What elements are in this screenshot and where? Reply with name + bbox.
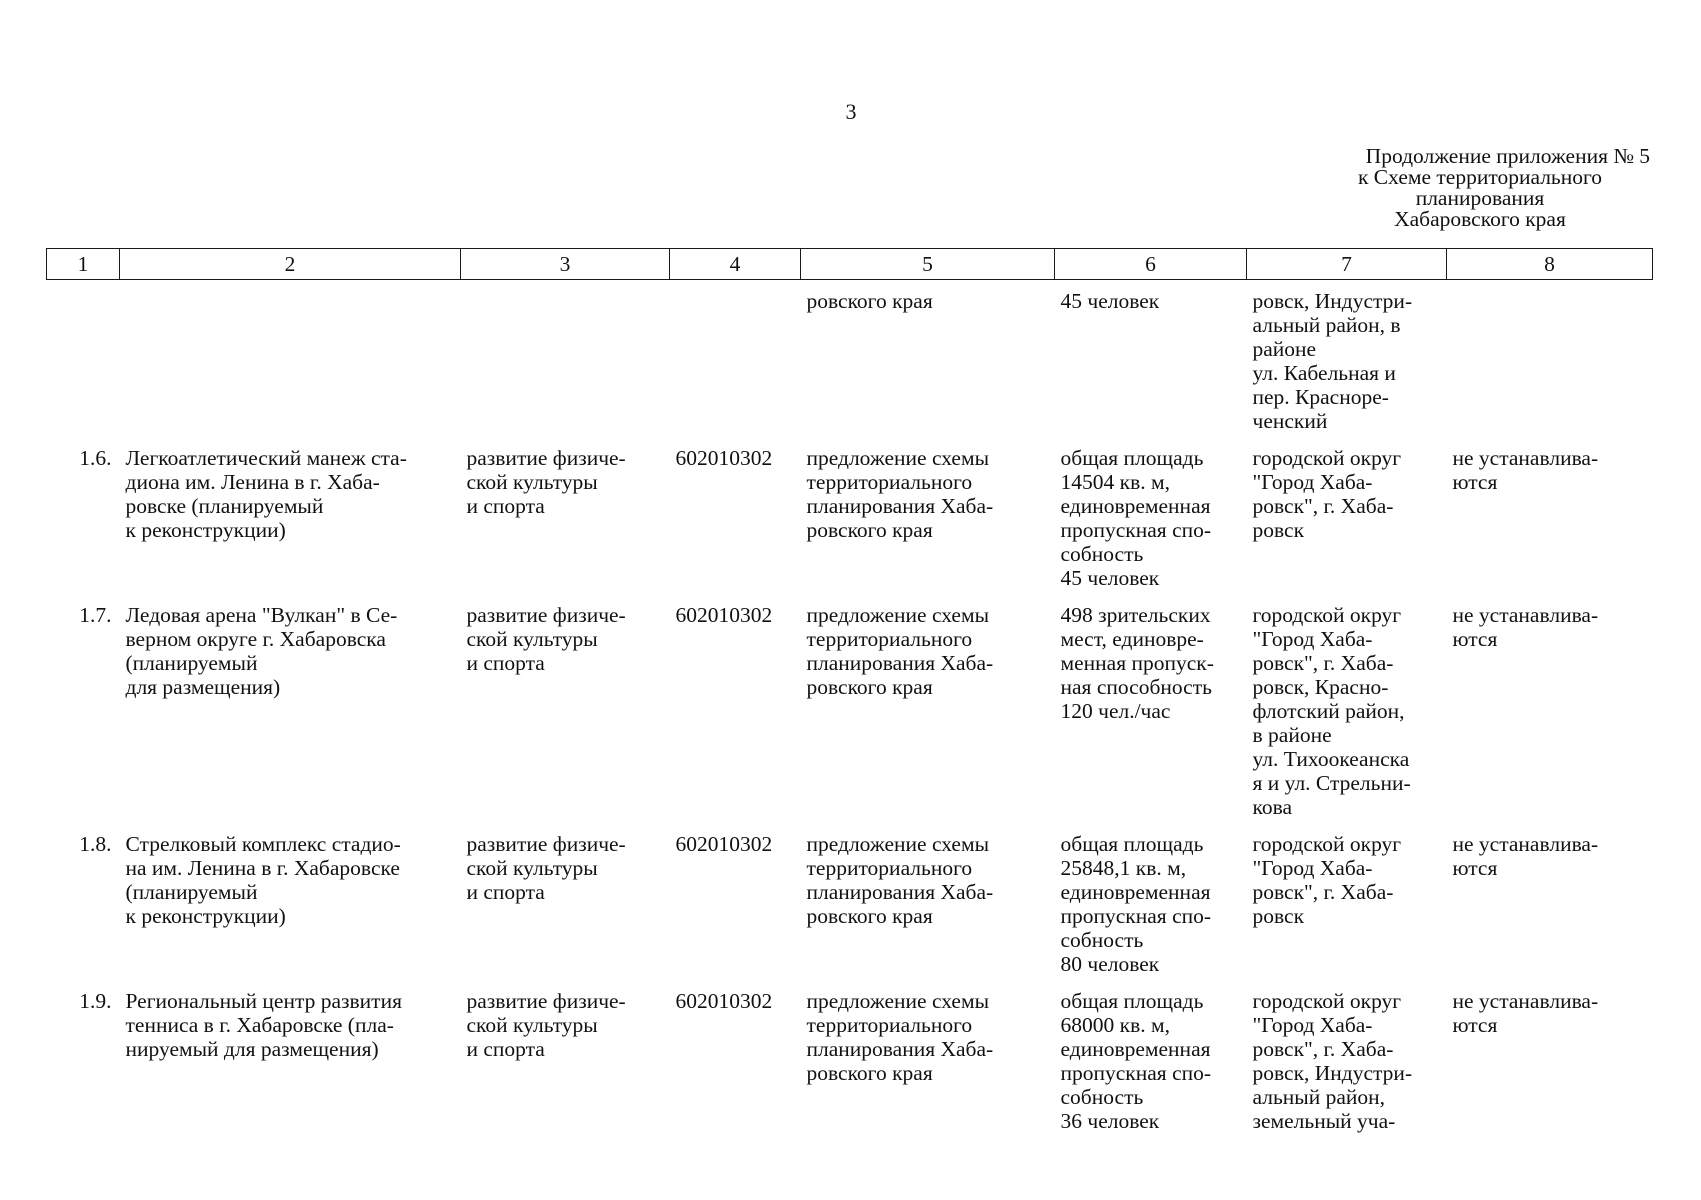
appendix-line-3: планирования bbox=[1415, 186, 1545, 210]
appendix-line-2: к Схеме территориального bbox=[1357, 165, 1603, 189]
row-number: 1.8. bbox=[79, 832, 112, 856]
object-location: городской округ "Город Хаба- ровск", г. Хаба- ровск bbox=[1252, 446, 1402, 542]
column-header-5: 5 bbox=[801, 249, 1055, 280]
row-number: 1.7. bbox=[79, 603, 112, 627]
continuation-location: ровск, Индустри- альный район, в районе ул. Кабельная и пер. Красноре- ченский bbox=[1252, 289, 1413, 433]
continuation-cell-2 bbox=[120, 280, 461, 440]
object-characteristics: общая площадь 14504 кв. м, единовременная пропускная спо- собность 45 человек bbox=[1060, 446, 1212, 590]
table-row bbox=[47, 439, 1653, 596]
continuation-cell-8 bbox=[1447, 280, 1653, 440]
appendix-heading bbox=[1310, 146, 1650, 230]
continuation-cell-1 bbox=[47, 280, 120, 440]
object-purpose: развитие физиче- ской культуры и спорта bbox=[466, 832, 626, 904]
object-name: Региональный центр развития тенниса в г. Хабаровске (пла- нируемый для размещения) bbox=[125, 989, 402, 1061]
object-purpose: развитие физиче- ской культуры и спорта bbox=[466, 446, 626, 518]
object-name: Ледовая арена "Вулкан" в Се- верном округе г. Хабаровска (планируемый для размещения) bbox=[125, 603, 398, 699]
page-number: 3 bbox=[845, 99, 857, 124]
object-zones: не устанавлива- ются bbox=[1452, 989, 1599, 1037]
object-zones: не устанавлива- ются bbox=[1452, 832, 1599, 880]
table-row bbox=[47, 982, 1653, 1139]
object-code: 602010302 bbox=[675, 603, 773, 627]
object-characteristics: общая площадь 68000 кв. м, единовременная пропускная спо- собность 36 человек bbox=[1060, 989, 1212, 1133]
object-characteristics: 498 зрительских мест, единовре- менная пропуск- ная способность 120 чел./час bbox=[1060, 603, 1214, 723]
object-basis: предложение схемы территориального планирования Хаба- ровского края bbox=[806, 832, 994, 928]
appendix-line-4: Хабаровского края bbox=[1394, 207, 1566, 231]
object-name: Легкоатлетический манеж ста- диона им. Ленина в г. Хаба- ровске (планируемый к реконструкции) bbox=[125, 446, 407, 542]
object-name: Стрелковый комплекс стадио- на им. Ленина в г. Хабаровске (планируемый к реконструкции) bbox=[125, 832, 401, 928]
column-header-3: 3 bbox=[461, 249, 670, 280]
object-code: 602010302 bbox=[675, 989, 773, 1013]
continuation-cell-4 bbox=[670, 280, 801, 440]
object-location: городской округ "Город Хаба- ровск", г. Хаба- ровск, Красно- флотский район, в районе ул. Тихоокеанска я и ул. Стрельни- кова bbox=[1252, 603, 1411, 819]
object-basis: предложение схемы территориального планирования Хаба- ровского края bbox=[806, 446, 994, 542]
appendix-line-1: Продолжение приложения № 5 bbox=[1365, 144, 1650, 168]
object-basis: предложение схемы территориального планирования Хаба- ровского края bbox=[806, 989, 994, 1085]
row-number: 1.6. bbox=[79, 446, 112, 470]
column-header-4: 4 bbox=[670, 249, 801, 280]
object-location: городской округ "Город Хаба- ровск", г. Хаба- ровск bbox=[1252, 832, 1402, 928]
column-header-6: 6 bbox=[1055, 249, 1247, 280]
object-characteristics: общая площадь 25848,1 кв. м, единовременная пропускная спо- собность 80 человек bbox=[1060, 832, 1212, 976]
column-header-8: 8 bbox=[1447, 249, 1653, 280]
row-number: 1.9. bbox=[79, 989, 112, 1013]
continuation-characteristics: 45 человек bbox=[1060, 289, 1160, 313]
object-code: 602010302 bbox=[675, 832, 773, 856]
column-header-2: 2 bbox=[120, 249, 461, 280]
object-purpose: развитие физиче- ской культуры и спорта bbox=[466, 603, 626, 675]
objects-table bbox=[46, 248, 1653, 1139]
object-zones: не устанавлива- ются bbox=[1452, 446, 1599, 494]
continuation-cell-3 bbox=[461, 280, 670, 440]
object-location: городской округ "Город Хаба- ровск", г. Хаба- ровск, Индустри- альный район, земельный уча- bbox=[1252, 989, 1413, 1133]
column-header-7: 7 bbox=[1247, 249, 1447, 280]
object-purpose: развитие физиче- ской культуры и спорта bbox=[466, 989, 626, 1061]
column-header-1: 1 bbox=[47, 249, 120, 280]
object-code: 602010302 bbox=[675, 446, 773, 470]
continuation-basis: ровского края bbox=[806, 289, 933, 313]
table-row bbox=[47, 825, 1653, 982]
table-header-row bbox=[47, 249, 1653, 280]
object-zones: не устанавлива- ются bbox=[1452, 603, 1599, 651]
object-basis: предложение схемы территориального планирования Хаба- ровского края bbox=[806, 603, 994, 699]
table-row bbox=[47, 596, 1653, 825]
table-row-continuation bbox=[47, 280, 1653, 440]
